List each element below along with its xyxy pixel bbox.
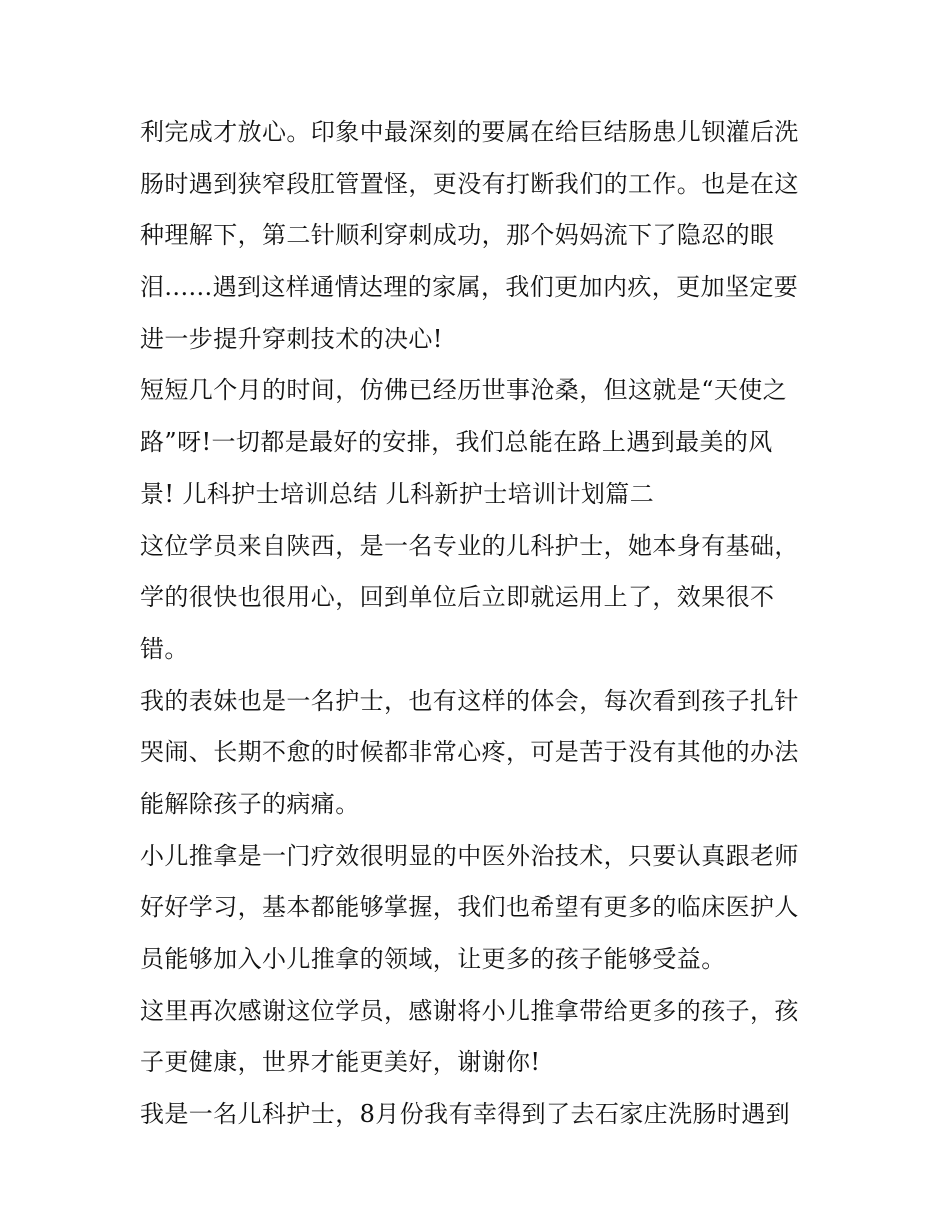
text-line: 景! 儿科护士培训总结 儿科新护士培训计划篇二 (140, 479, 655, 508)
text-line: 进一步提升穿刺技术的决心! (140, 324, 443, 353)
document-body (140, 107, 820, 1141)
text-line: 哭闹、长期不愈的时候都非常心疼，可是苦于没有其他的办法 (140, 738, 799, 767)
text-line: 小儿推拿是一门疗效很明显的中医外治技术，只要认真跟老师 (140, 841, 799, 870)
text-line: 这里再次感谢这位学员，感谢将小儿推拿带给更多的孩子，孩 (140, 996, 799, 1025)
text-line: 利完成才放心。印象中最深刻的要属在给巨结肠患儿钡灌后洗 (140, 118, 799, 146)
text-line: 我是一名儿科护士，8月份我有幸得到了去石家庄洗肠时遇到 (140, 1100, 791, 1129)
text-line: 这位学员来自陕西，是一名专业的儿科护士，她本身有基础， (140, 531, 799, 560)
text-line: 泪......遇到这样通情达理的家属，我们更加内疚，更加坚定要 (140, 273, 799, 302)
text-line: 好好学习，基本都能够掌握，我们也希望有更多的临床医护人 (140, 893, 799, 922)
text-line: 子更健康，世界才能更美好，谢谢你! (140, 1048, 541, 1077)
text-line: 学的很快也很用心，回到单位后立即就运用上了，效果很不 (140, 583, 775, 612)
text-line: 短短几个月的时间，仿佛已经历世事沧桑，但这就是“天使之 (140, 376, 788, 405)
text-line: 员能够加入小儿推拿的领域，让更多的孩子能够受益。 (140, 945, 726, 973)
text-line: 种理解下，第二针顺利穿刺成功，那个妈妈流下了隐忍的眼 (140, 221, 775, 250)
text-line: 我的表妹也是一名护士，也有这样的体会，每次看到孩子扎针 (140, 686, 799, 715)
text-line: 路”呀!一切都是最好的安排，我们总能在路上遇到最美的风 (140, 428, 773, 457)
text-line: 错。 (140, 634, 189, 663)
text-line: 能解除孩子的病痛。 (140, 789, 360, 818)
text-line: 肠时遇到狭窄段肛管置怪，更没有打断我们的工作。也是在这 (140, 169, 799, 198)
